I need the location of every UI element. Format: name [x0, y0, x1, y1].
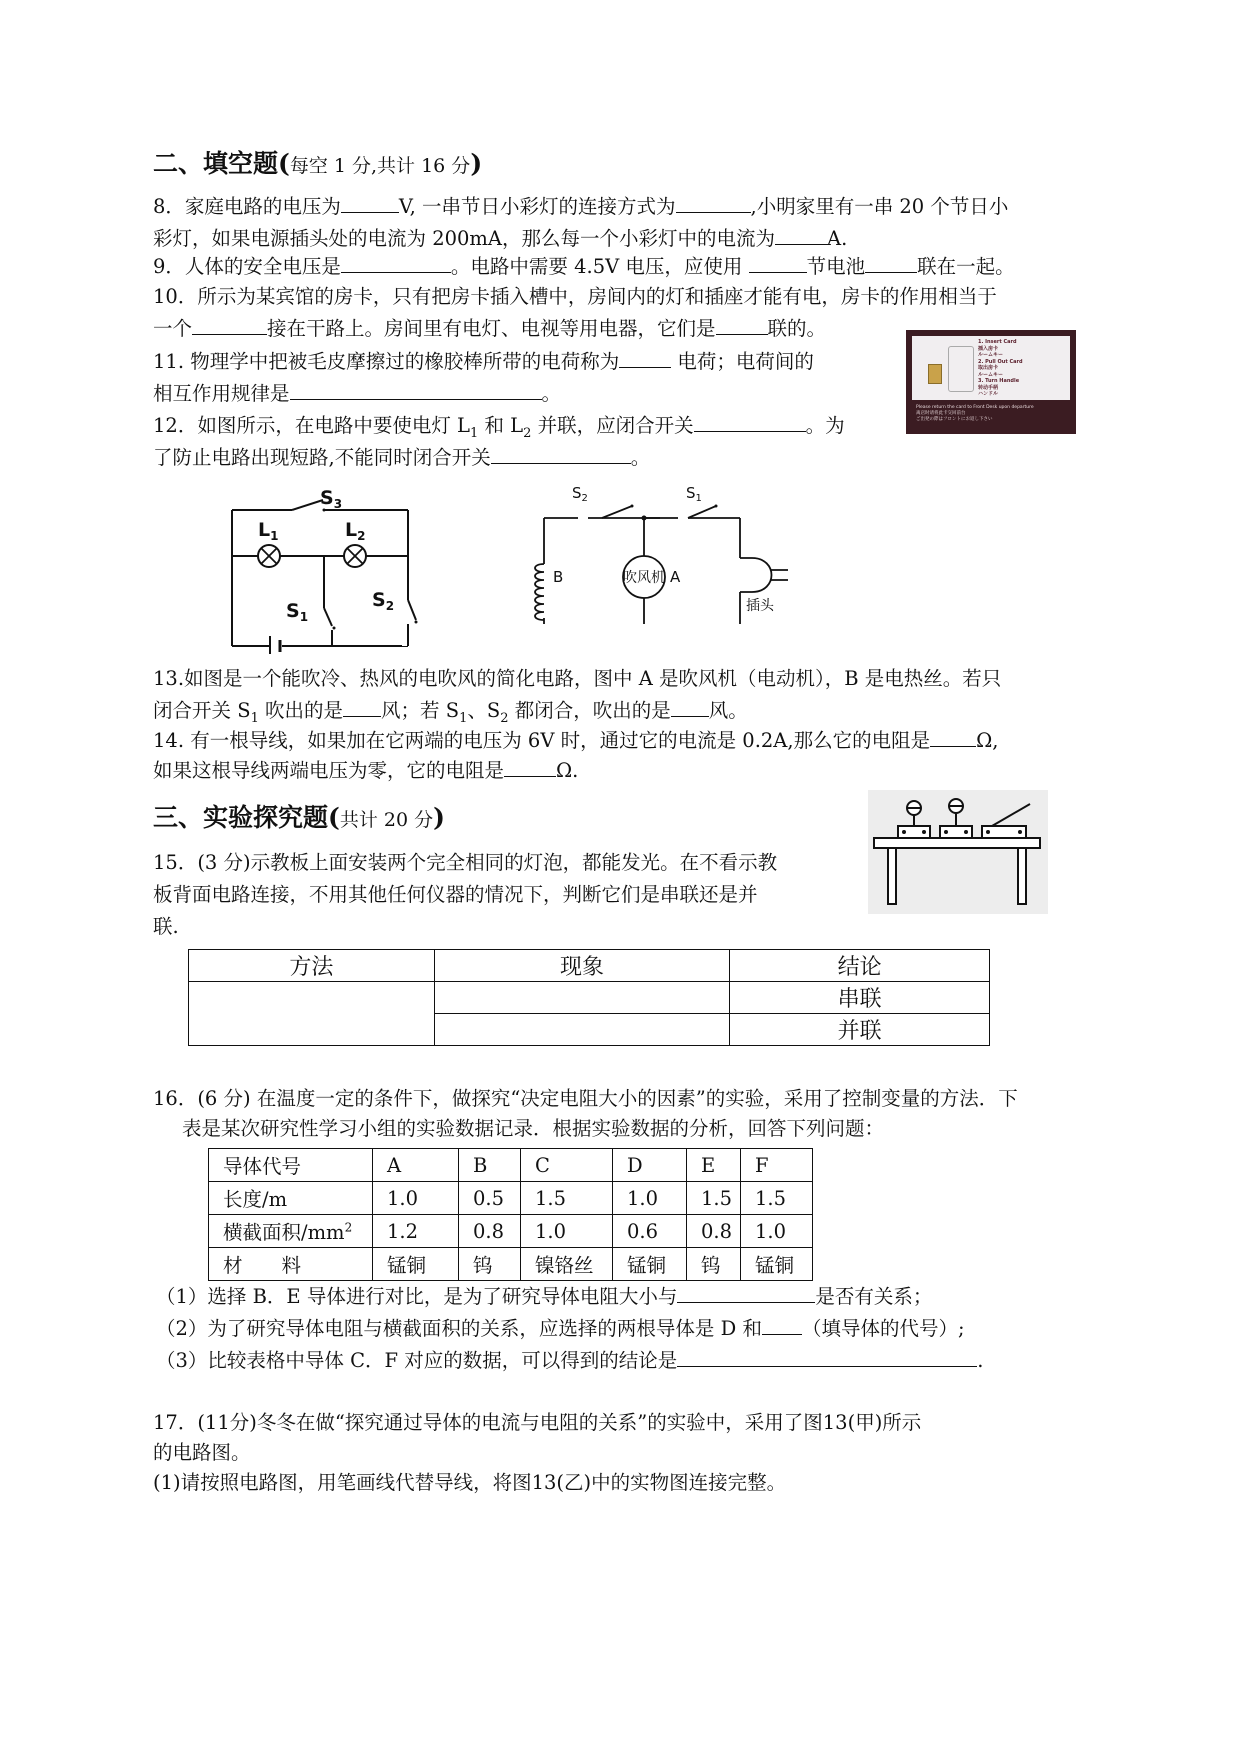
question-15-table: [188, 949, 990, 1046]
question-16-line-1: 16．(6 分) 在温度一定的条件下，做探究“决定电阻大小的因素”的实验，采用了控制变量的方法．下: [153, 1087, 1018, 1110]
question-14-line-1: 14. 有一根导线，如果加在它两端的电压为 6V 时，通过它的电流是 0.2A,那么它的电阻是 Ω,: [153, 726, 998, 756]
table-cell: 1.5: [687, 1182, 741, 1215]
table-cell: 横截面积$/mm^2$: [209, 1215, 373, 1248]
table-cell: F: [741, 1149, 813, 1182]
phenomenon-answer-cell[interactable]: [434, 1014, 730, 1046]
table-row: [209, 1248, 813, 1281]
card-steps: 1. Insert Card 插入房卡 ルームキー 2. Pull Out Card 取出房卡 ルームキー 3. Turn Handle 转动手柄 ハンドル: [978, 339, 1023, 397]
table-cell: 1.0: [741, 1215, 813, 1248]
question-15-line-3: 联.: [153, 915, 179, 938]
section-3-title: 三、实验探究题(共计 20 分): [153, 803, 445, 832]
answer-blank[interactable]: [341, 252, 451, 273]
header-phenomenon: 现象: [434, 950, 730, 982]
question-14-line-2: 如果这根导线两端电压为零，它的电阻是 Ω.: [153, 756, 578, 786]
answer-blank[interactable]: [491, 443, 631, 464]
circuit-diagram-lamps: [220, 484, 420, 654]
question-8-line-2: 彩灯，如果电源插头处的电流为 200mA，那么每一个小彩灯中的电流为 A.: [153, 224, 847, 254]
table-cell: D: [613, 1149, 687, 1182]
table-cell: 0.5: [459, 1182, 521, 1215]
answer-blank[interactable]: [676, 192, 751, 213]
table-row: [209, 1215, 813, 1248]
table-cell: 钨: [459, 1248, 521, 1281]
table-cell: 1.5: [741, 1182, 813, 1215]
label-s1: $S_1$: [286, 600, 309, 624]
question-16-part-2: （2）为了研究导体电阻与横截面积的关系，应选择的两根导体是 D 和 （填导体的代号）;: [156, 1314, 965, 1344]
label-s3: $S_3$: [320, 487, 343, 511]
method-answer-cell[interactable]: [189, 982, 435, 1046]
question-17-line-1: 17．(11分)冬冬在做“探究通过导体的电流与电阻的关系”的实验中，采用了图13(甲)所示: [153, 1411, 922, 1434]
table-cell: E: [687, 1149, 741, 1182]
question-16-table: [208, 1148, 813, 1281]
question-9: 9．人体的安全电压是 。电路中需要 4.5V 电压，应使用 节电池 联在一起。: [153, 252, 1015, 282]
table-cell: 钨: [687, 1248, 741, 1281]
table-cell: 锰铜: [741, 1248, 813, 1281]
answer-blank[interactable]: [290, 379, 542, 400]
answer-blank[interactable]: [716, 314, 768, 335]
label-l1: $L_1$: [258, 519, 279, 543]
label-motor: 吹风机: [623, 570, 665, 586]
question-17-line-2: 的电路图。: [153, 1441, 251, 1464]
table-cell: A: [373, 1149, 459, 1182]
hotel-room-card-image: [906, 330, 1076, 434]
question-10-line-1: 10．所示为某宾馆的房卡，只有把房卡插入槽中，房间内的灯和插座才能有电，房卡的作用相当于: [153, 285, 997, 308]
label-b: B: [553, 568, 564, 586]
answer-blank[interactable]: [865, 252, 917, 273]
label-plug: 插头: [746, 598, 774, 614]
table-row: [209, 1149, 813, 1182]
card-icon: [928, 364, 942, 384]
table-cell: B: [459, 1149, 521, 1182]
table-header-row: [189, 950, 990, 982]
conclusion-cell: 串联: [730, 982, 990, 1014]
table-cell: 1.2: [373, 1215, 459, 1248]
question-15-line-1: 15．(3 分)示教板上面安装两个完全相同的灯泡，都能发光。在不看示教: [153, 851, 778, 874]
table-cell: 1.0: [373, 1182, 459, 1215]
answer-blank[interactable]: [762, 1314, 802, 1335]
answer-blank[interactable]: [619, 347, 671, 368]
answer-blank[interactable]: [930, 726, 976, 747]
table-cell: 1.0: [521, 1215, 613, 1248]
phenomenon-answer-cell[interactable]: [434, 982, 730, 1014]
table-cell: 0.8: [459, 1215, 521, 1248]
answer-blank[interactable]: [694, 411, 806, 432]
table-cell: 0.8: [687, 1215, 741, 1248]
label-a: A: [670, 568, 681, 586]
table-cell: 导体代号: [209, 1149, 373, 1182]
table-cell: 0.6: [613, 1215, 687, 1248]
demonstration-board-image: [868, 790, 1048, 914]
question-11-line-2: 相互作用规律是 。: [153, 379, 561, 409]
answer-blank[interactable]: [677, 1346, 977, 1367]
label-s2: $S_2$: [372, 589, 395, 613]
question-10-line-2: 一个 接在干路上。房间里有电灯、电视等用电器，它们是 联的。: [153, 314, 826, 344]
answer-blank[interactable]: [677, 1282, 815, 1303]
answer-blank[interactable]: [504, 756, 556, 777]
table-cell: 镍铬丝: [521, 1248, 613, 1281]
header-conclusion: 结论: [730, 950, 990, 982]
table-cell: 材 料: [209, 1248, 373, 1281]
header-method: 方法: [189, 950, 435, 982]
question-17-part-1: (1)请按照电路图，用笔画线代替导线，将图13(乙)中的实物图连接完整。: [153, 1471, 787, 1494]
answer-blank[interactable]: [192, 314, 267, 335]
question-16-part-3: （3）比较表格中导体 C．F 对应的数据，可以得到的结论是 .: [156, 1346, 983, 1376]
question-16-line-2: 表是某次研究性学习小组的实验数据记录．根据实验数据的分析，回答下列问题：: [182, 1117, 885, 1140]
question-16-part-1: （1）选择 B．E 导体进行对比，是为了研究导体电阻大小与 是否有关系；: [156, 1282, 932, 1312]
circuit-diagram-hair-dryer: [520, 474, 820, 624]
label-s1: $S_1$: [686, 484, 702, 504]
question-13-line-1: 13.如图是一个能吹冷、热风的电吹风的简化电路，图中 A 是吹风机（电动机），B 是电热丝。若只: [153, 667, 1002, 690]
table-row: [189, 982, 990, 1014]
table-cell: C: [521, 1149, 613, 1182]
card-notice: Please return the card to Front Desk upon departure 离店时请将此卡交回前台 ご出発の際はフロントにお返し下さい: [916, 405, 1034, 422]
answer-blank[interactable]: [749, 252, 807, 273]
answer-blank[interactable]: [775, 224, 827, 245]
table-row: [209, 1182, 813, 1215]
answer-blank[interactable]: [341, 192, 399, 213]
question-15-line-2: 板背面电路连接，不用其他任何仪器的情况下，判断它们是串联还是并: [153, 883, 758, 906]
table-cell: 长度/m: [209, 1182, 373, 1215]
table-cell: 1.5: [521, 1182, 613, 1215]
card-slot-icon: [948, 346, 974, 392]
table-cell: 锰铜: [613, 1248, 687, 1281]
question-11-line-1: 11. 物理学中把被毛皮摩擦过的橡胶棒所带的电荷称为 电荷；电荷间的: [153, 347, 814, 377]
question-8-line-1: 8．家庭电路的电压为 V, 一串节日小彩灯的连接方式为 ,小明家里有一串 20 个节日小: [153, 192, 1008, 222]
question-12-line-1: 12．如图所示，在电路中要使电灯 $L_1$ 和 $L_2$ 并联，应闭合开关 。为: [153, 411, 845, 449]
label-l2: $L_2$: [345, 519, 366, 543]
question-13-line-2: 闭合开关 $S_1$ 吹出的是 风；若 $S_1$、$S_2$ 都闭合，吹出的是 风。: [153, 696, 748, 734]
table-cell: 锰铜: [373, 1248, 459, 1281]
section-2-title: 二、填空题(每空 1 分,共计 16 分): [153, 149, 483, 178]
conclusion-cell: 并联: [730, 1014, 990, 1046]
answer-blank[interactable]: [671, 696, 709, 717]
label-s2: $S_2$: [572, 484, 588, 504]
table-cell: 1.0: [613, 1182, 687, 1215]
question-12-line-2: 了防止电路出现短路,不能同时闭合开关 。: [153, 443, 650, 473]
card-instruction-panel: [912, 336, 1070, 400]
answer-blank[interactable]: [343, 696, 381, 717]
